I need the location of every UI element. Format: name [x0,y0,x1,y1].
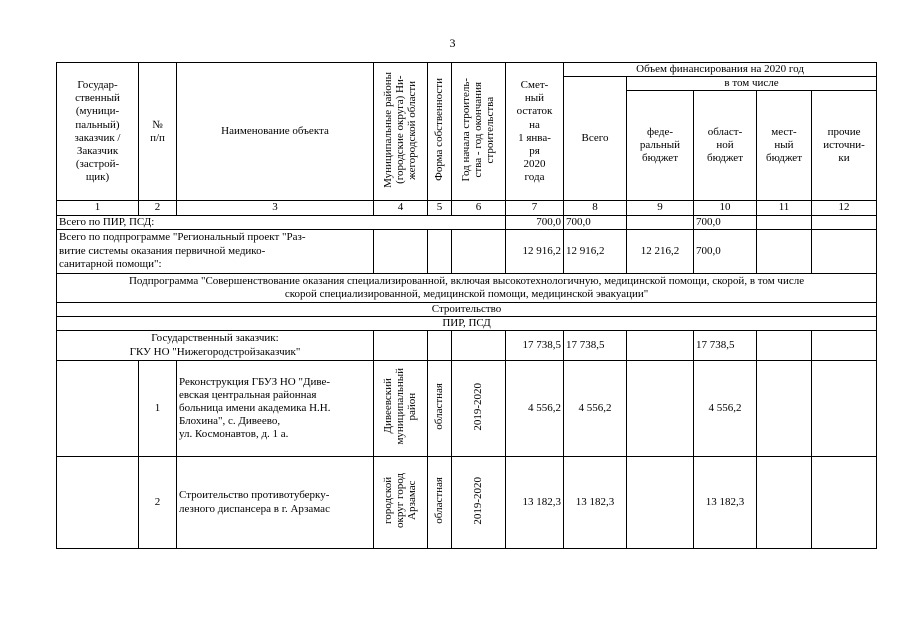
pir-total-label: Всего по ПИР, ПСД: [57,215,506,229]
table-row [57,361,877,457]
header-years: Год начала строитель- ства - год окончания строительства [452,63,506,201]
subprogram-total-total: 12 916,2 [564,229,627,273]
object-years: 2019-2020 [452,361,506,457]
col-number: 4 [374,201,428,215]
object-num: 2 [139,457,177,549]
header-other: прочие источни- ки [812,91,877,201]
subprogram-title: Подпрограмма "Совершенствование оказания специализированной, включая высокотехнологичную, медицинской помощи, скорой, в том числе скорой специализированной, медицинской помощи, медицинской эвакуации" [57,273,877,302]
object-regional: 4 556,2 [694,361,757,457]
object-total: 13 182,3 [564,457,627,549]
header-ownership: Форма собственности [428,63,452,201]
subprogram-total-row [57,229,877,273]
object-ownership: областная [428,457,452,549]
subprogram-total-remainder: 12 916,2 [506,229,564,273]
table-row [57,457,877,549]
object-ownership: областная [428,361,452,457]
object-remainder: 4 556,2 [506,361,564,457]
subprogram-total-federal: 12 216,2 [627,229,694,273]
pir-total-total: 700,0 [564,215,627,229]
header-remainder: Смет- ный остаток на 1 янва- ря 2020 года [506,63,564,201]
object-years: 2019-2020 [452,457,506,549]
col-number: 10 [694,201,757,215]
header-total: Всего [564,77,627,201]
header-federal: феде- ральный бюджет [627,91,694,201]
col-number: 9 [627,201,694,215]
pir-total-regional: 700,0 [694,215,757,229]
construction-heading: Строительство [57,302,877,316]
object-remainder: 13 182,3 [506,457,564,549]
object-total: 4 556,2 [564,361,627,457]
customer-remainder: 17 738,5 [506,331,564,361]
pir-total-row [57,215,877,229]
col-number: 6 [452,201,506,215]
financing-table [56,62,877,549]
header-num: № п/п [139,63,177,201]
object-name: Реконструкция ГБУЗ НО "Диве- евская центральная районная больница имени академика Н.Н. Блохина", с. Дивеево, ул. Космонавтов, д. 1 а. [177,361,374,457]
header-financing: Объем финансирования на 2020 год [564,63,877,77]
col-number: 2 [139,201,177,215]
col-number: 12 [812,201,877,215]
col-number: 1 [57,201,139,215]
col-number: 7 [506,201,564,215]
subprogram-total-label: Всего по подпрограмме "Региональный проект "Раз- витие системы оказания первичной медико- санитарной помощи": [57,229,374,273]
header-districts: Муниципальные районы (городские округа) Ни- жегородской области [374,63,428,201]
object-num: 1 [139,361,177,457]
customer-label: Государственный заказчик: ГКУ НО "Нижегородстройзаказчик" [57,331,374,361]
header-regional: област- ной бюджет [694,91,757,201]
customer-regional: 17 738,5 [694,331,757,361]
header-object-name: Наименование объекта [177,63,374,201]
object-regional: 13 182,3 [694,457,757,549]
pir-heading: ПИР, ПСД [57,316,877,330]
column-numbers-row [57,201,877,215]
subprogram-total-regional: 700,0 [694,229,757,273]
header-customer: Государ- ственный (муници- пальный) заказчик / Заказчик (застрой- щик) [57,63,139,201]
object-district: городской округ город Арзамас [374,457,428,549]
pir-total-remainder: 700,0 [506,215,564,229]
col-number: 5 [428,201,452,215]
col-number: 3 [177,201,374,215]
customer-total: 17 738,5 [564,331,627,361]
object-district: Дивеевский муниципальный район [374,361,428,457]
col-number: 11 [757,201,812,215]
customer-row [57,331,877,361]
header-including: в том числе [627,77,877,91]
object-name: Строительство противотуберку- лезного диспансера в г. Арзамас [177,457,374,549]
page-number: 3 [449,36,456,50]
header-local: мест- ный бюджет [757,91,812,201]
col-number: 8 [564,201,627,215]
